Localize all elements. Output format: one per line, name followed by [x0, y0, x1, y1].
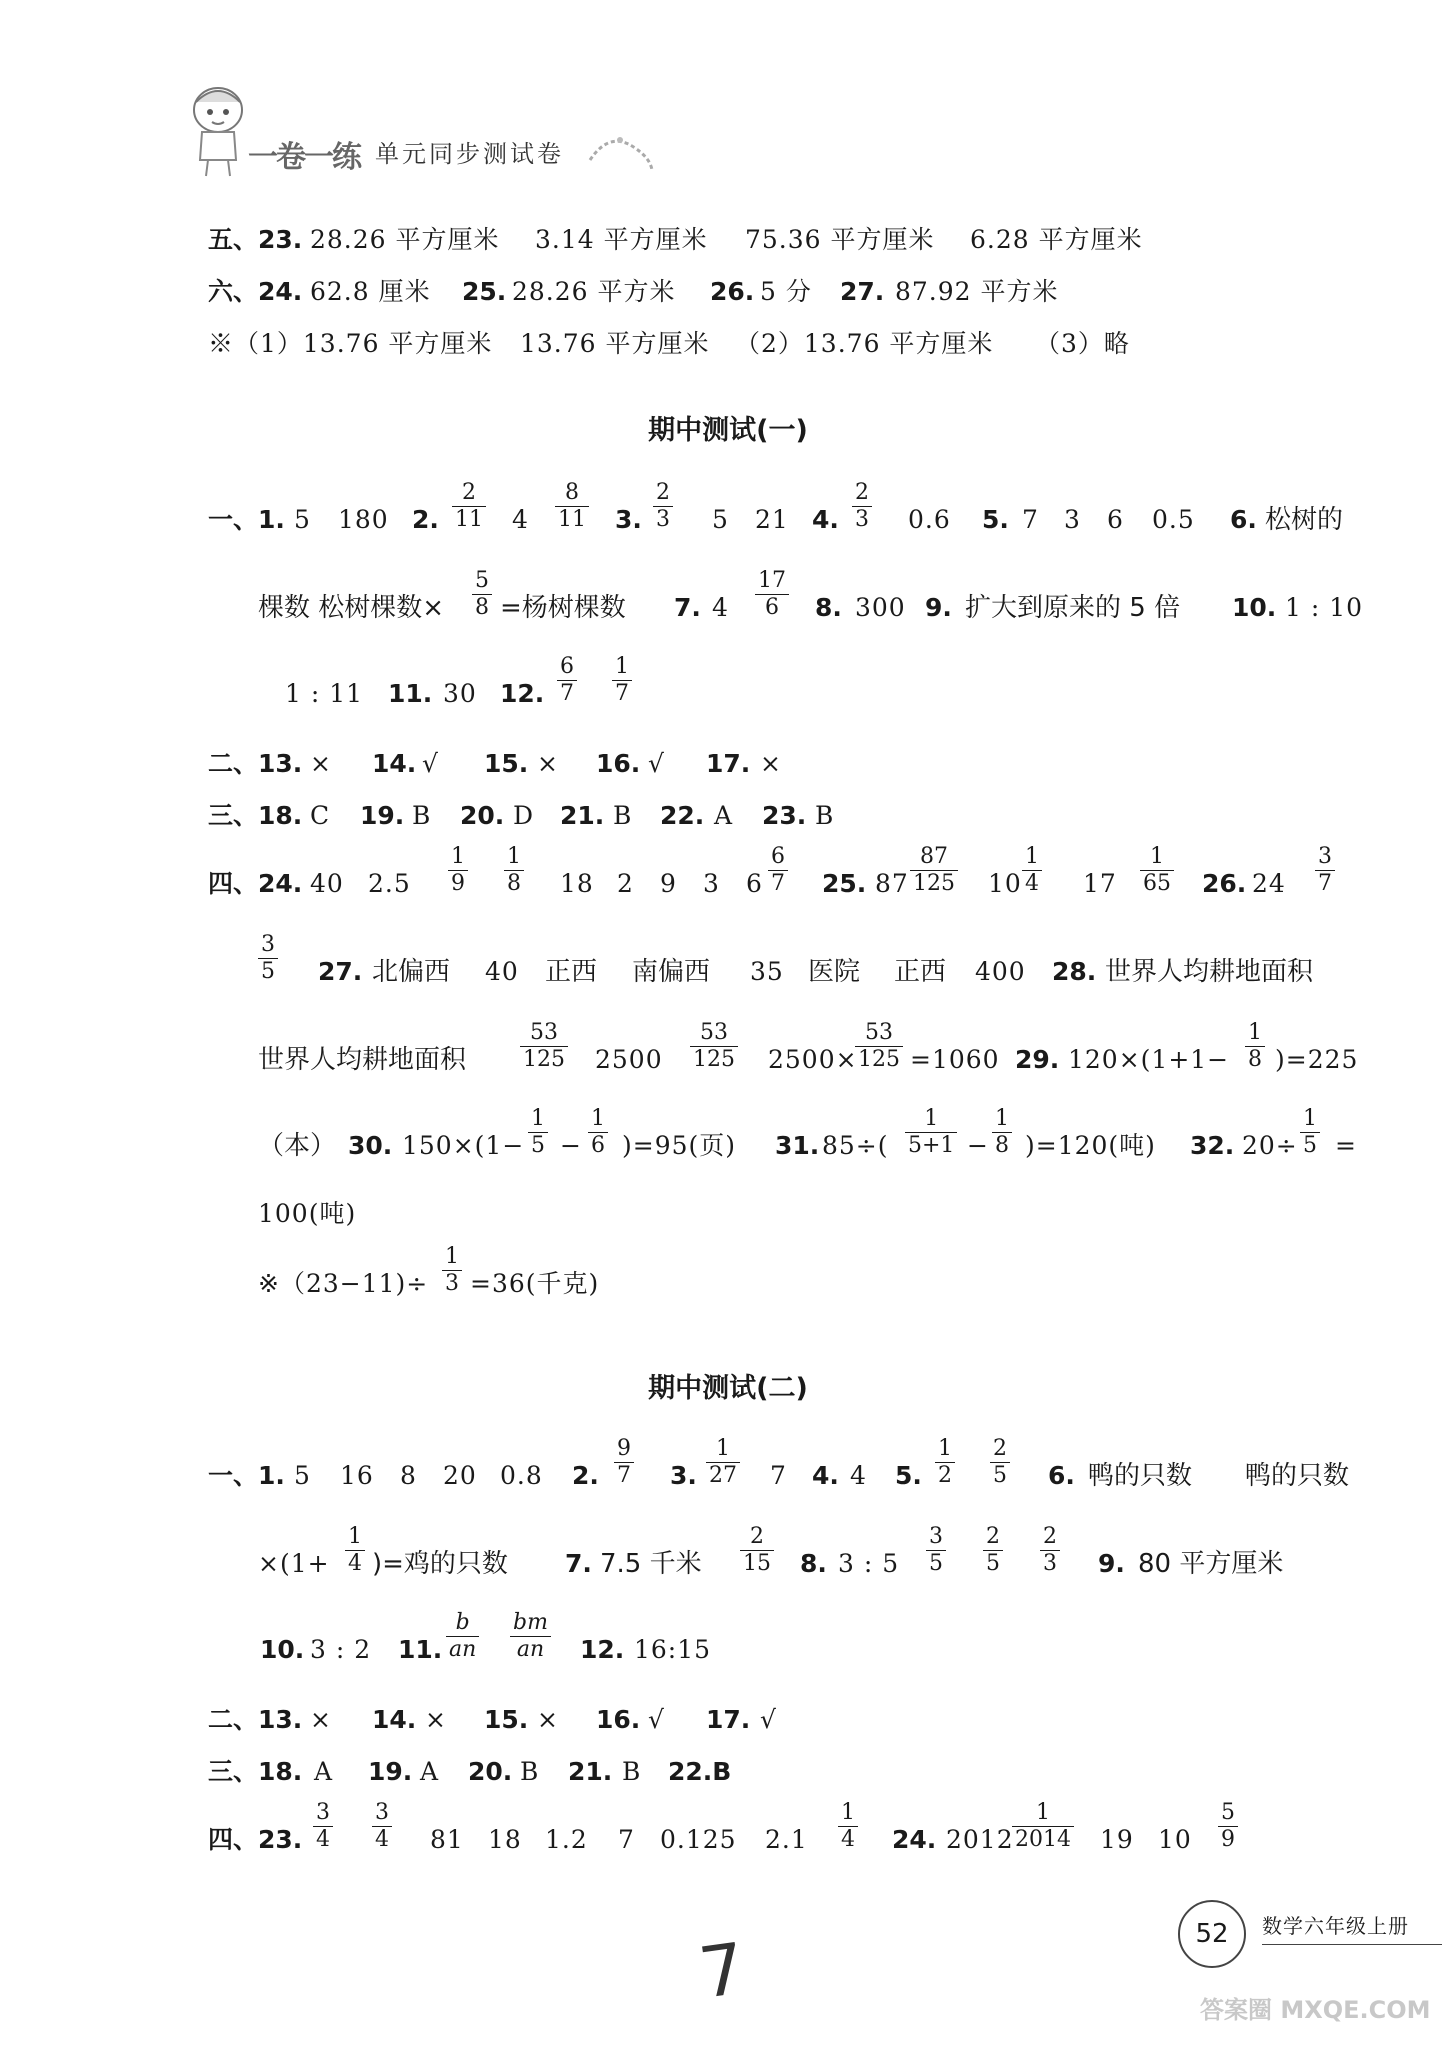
question-number: 21. [568, 1757, 613, 1786]
fraction: $\frac{1}{65}$ [1140, 844, 1174, 897]
question-number: 19. [368, 1757, 413, 1786]
fraction: $\frac{53}{125}$ [855, 1020, 903, 1073]
question-number: 四、23. [208, 1825, 303, 1854]
question-number: 16. [596, 1705, 641, 1734]
fraction: $\frac{1}{6}$ [588, 1106, 608, 1159]
question-number: 23. [762, 801, 807, 830]
question-number: 11. [398, 1635, 443, 1664]
answer-value: 3 [1064, 505, 1081, 534]
question-number: 14. [372, 1705, 417, 1734]
answer-value: ※（1）13.76 平方厘米 [208, 329, 493, 358]
answer-value: 7.5 千米 [600, 1549, 702, 1579]
page-number-badge [1178, 1900, 1246, 1968]
answer-value: 5 [294, 1461, 311, 1490]
answer-value: 400 [975, 957, 1026, 986]
fraction: $\frac{1}{5}$ [528, 1106, 548, 1159]
answer-value: 300 [855, 593, 906, 622]
fraction: $\frac{2}{11}$ [452, 480, 486, 533]
answer-value: 13.76 平方厘米 [520, 329, 710, 358]
answer-value: × [760, 749, 782, 778]
question-number: 4. [812, 505, 839, 534]
question-number: 8. [815, 593, 842, 622]
fraction: $\frac{1}{4}$ [345, 1524, 365, 1577]
answer-value: D [513, 801, 535, 830]
answer-value: × [537, 749, 559, 778]
answer-value: 4 [850, 1461, 867, 1490]
fraction: $\frac{2}{3}$ [653, 480, 673, 533]
fraction: $\frac{3}{5}$ [926, 1524, 946, 1577]
question-number: 32. [1190, 1131, 1235, 1160]
answer-value: 20÷ [1242, 1131, 1298, 1160]
answer-value: =36(千克) [470, 1269, 600, 1298]
answer-value: 18 [560, 869, 594, 898]
answer-value: 62.8 厘米 [310, 277, 431, 306]
book-title: 数学六年级上册 [1262, 1914, 1409, 1938]
answer-value: 40 [485, 957, 519, 986]
question-number: 10. [1232, 593, 1277, 622]
fraction: $\frac{1}{5+1}$ [905, 1106, 957, 1159]
answer-value: 20 [443, 1461, 477, 1490]
answer-value: B [412, 801, 432, 830]
answer-value: B [613, 801, 633, 830]
fraction: $\frac{2}{5}$ [990, 1436, 1010, 1489]
question-number: 12. [580, 1635, 625, 1664]
answer-value: )=鸡的只数 [372, 1549, 508, 1579]
answer-value: ×(1+ [258, 1549, 330, 1578]
question-number: 10. [260, 1635, 305, 1664]
answer-value: 2.1 [765, 1825, 808, 1854]
fraction: $\frac{5}{9}$ [1218, 1800, 1238, 1853]
question-number: 14. [372, 749, 417, 778]
question-number: 5. [982, 505, 1009, 534]
question-number: 19. [360, 801, 405, 830]
question-number: 15. [484, 749, 529, 778]
fraction: $\frac{1}{4}$ [1022, 844, 1042, 897]
answer-value: （2）13.76 平方厘米 [735, 329, 994, 358]
fraction: $\frac{5}{8}$ [472, 568, 492, 621]
answer-value: 1.2 [545, 1825, 588, 1854]
question-number: 四、24. [208, 869, 303, 898]
answer-value: 28.26 平方米 [512, 277, 676, 306]
answer-value: 80 平方厘米 [1138, 1549, 1284, 1579]
answer-value: 150×(1− [402, 1131, 525, 1160]
answer-value: )=225 [1275, 1045, 1359, 1074]
question-number: 4. [812, 1461, 839, 1490]
answer-value: 19 [1100, 1825, 1134, 1854]
answer-value: 0.6 [908, 505, 951, 534]
answer-value: 0.8 [500, 1461, 543, 1490]
handwritten-mark: 7 [694, 1927, 751, 2015]
answer-value: − [967, 1131, 989, 1160]
question-number: 9. [925, 593, 952, 622]
fraction: $\frac{3}{5}$ [258, 932, 278, 985]
answer-value: 5 分 [760, 277, 812, 306]
answer-value: 7 [1022, 505, 1039, 534]
question-number: 3. [670, 1461, 697, 1490]
answer-value: − [560, 1131, 582, 1160]
answer-value: 正西 [894, 957, 947, 987]
question-number: 12. [500, 679, 545, 708]
answer-value: 18 [488, 1825, 522, 1854]
fraction: $\frac{2}{3}$ [1040, 1524, 1060, 1577]
question-number: 30. [348, 1131, 393, 1160]
answer-value: = [1335, 1131, 1357, 1160]
answer-value: 扩大到原来的 5 倍 [965, 593, 1181, 623]
answer-value: 35 [750, 957, 784, 986]
fraction: $\frac{3}{4}$ [313, 1800, 333, 1853]
answer-value: 40 [310, 869, 344, 898]
answer-value: 3 : 2 [310, 1635, 372, 1664]
fraction: $\frac{9}{7}$ [614, 1436, 634, 1489]
fraction: $\frac{6}{7}$ [768, 844, 788, 897]
answer-value: 6 [746, 869, 763, 898]
question-number: 15. [484, 1705, 529, 1734]
fraction: $\frac{1}{4}$ [838, 1800, 858, 1853]
question-number: 三、18. [208, 1757, 303, 1786]
question-number: 27. [318, 957, 363, 986]
fraction: $\frac{1}{8}$ [1245, 1020, 1265, 1073]
answer-value: 南偏西 [632, 957, 711, 987]
fraction: $\frac{bm}{an}$ [510, 1610, 551, 1663]
answer-value: 世界人均耕地面积 [258, 1045, 467, 1075]
answer-value: A [314, 1757, 334, 1786]
question-number: 28. [1052, 957, 1097, 986]
answer-value: 世界人均耕地面积 [1105, 957, 1314, 987]
question-number: 21. [560, 801, 605, 830]
answer-value: 9 [660, 869, 677, 898]
answer-value: B [520, 1757, 540, 1786]
question-number: 26. [710, 277, 755, 306]
answer-value: 鸭的只数 [1245, 1461, 1350, 1491]
header [180, 80, 680, 190]
answer-value: 2500× [768, 1045, 858, 1074]
section-title: 期中测试(二) [648, 1373, 808, 1404]
fraction: $\frac{2}{15}$ [740, 1524, 774, 1577]
question-number: 3. [615, 505, 642, 534]
fraction: $\frac{87}{125}$ [910, 844, 958, 897]
answer-value: 2012 [946, 1825, 1014, 1854]
question-number: 五、23. [208, 225, 303, 254]
question-number: 一、1. [208, 1461, 285, 1490]
answer-value: B [622, 1757, 642, 1786]
fraction: $\frac{17}{6}$ [755, 568, 789, 621]
answer-value: 85÷( [822, 1131, 889, 1160]
answer-value: 北偏西 [372, 957, 451, 987]
answer-value: 医院 [808, 957, 861, 987]
answer-value: 棵数 松树棵数× [258, 593, 445, 623]
question-number: 7. [565, 1549, 592, 1578]
answer-value: 10 [988, 869, 1022, 898]
answer-value: =1060 [910, 1045, 1000, 1074]
answer-value: 75.36 平方厘米 [745, 225, 935, 254]
answer-value: （3）略 [1035, 329, 1130, 358]
question-number: 二、13. [208, 749, 303, 778]
answer-value: × [310, 749, 332, 778]
fraction: $\frac{1}{9}$ [448, 844, 468, 897]
question-number: 16. [596, 749, 641, 778]
answer-value: 30 [443, 679, 477, 708]
answer-value: B [815, 801, 835, 830]
answer-value: A [714, 801, 734, 830]
answer-value: 1 : 11 [285, 679, 364, 708]
answer-value: 17 [1083, 869, 1117, 898]
fraction: $\frac{1}{5}$ [1300, 1106, 1320, 1159]
question-number: 2. [572, 1461, 599, 1490]
answer-value: （本） [258, 1131, 337, 1161]
fraction: $\frac{53}{125}$ [690, 1020, 738, 1073]
question-number: 22. [660, 801, 705, 830]
question-number: 六、24. [208, 277, 303, 306]
answer-value: × [425, 1705, 447, 1734]
watermark: 答案圈 MXQE.COM [1200, 1996, 1431, 2024]
answer-value: 1 : 10 [1285, 593, 1364, 622]
fraction: $\frac{3}{7}$ [1315, 844, 1335, 897]
answer-value: 4 [512, 505, 529, 534]
answer-value: 3 [703, 869, 720, 898]
fraction: $\frac{2}{3}$ [852, 480, 872, 533]
question-number: 20. [468, 1757, 513, 1786]
answer-value: 3 : 5 [838, 1549, 900, 1578]
answer-value: 4 [712, 593, 729, 622]
fraction: $\frac{8}{11}$ [555, 480, 589, 533]
decoration-icon [580, 120, 660, 180]
answer-value: ※（23−11)÷ [258, 1269, 429, 1298]
fraction: $\frac{1}{7}$ [612, 654, 632, 707]
answer-value: =杨树棵数 [500, 593, 626, 623]
fraction: $\frac{2}{5}$ [983, 1524, 1003, 1577]
fraction: $\frac{1}{8}$ [504, 844, 524, 897]
answer-value: 28.26 平方厘米 [310, 225, 500, 254]
answer-value: √ [422, 749, 439, 778]
fraction: $\frac{1}{3}$ [442, 1244, 462, 1297]
answer-value: √ [648, 1705, 665, 1734]
fraction: $\frac{b}{an}$ [446, 1610, 479, 1663]
fraction: $\frac{1}{27}$ [706, 1436, 740, 1489]
header-subtitle: 单元同步测试卷 [375, 140, 564, 168]
answer-value: × [537, 1705, 559, 1734]
question-number: 7. [674, 593, 701, 622]
fraction: $\frac{1}{2}$ [935, 1436, 955, 1489]
answer-value: 180 [338, 505, 389, 534]
answer-value: 5 [712, 505, 729, 534]
question-number: 2. [412, 505, 439, 534]
answer-value: 5 [294, 505, 311, 534]
answer-value: 2.5 [368, 869, 411, 898]
answer-value: C [310, 801, 331, 830]
answer-value: 0.125 [660, 1825, 737, 1854]
question-number: 11. [388, 679, 433, 708]
answer-value: 21 [755, 505, 789, 534]
answer-value: 3.14 平方厘米 [535, 225, 708, 254]
answer-value: 2 [617, 869, 634, 898]
answer-value: 7 [770, 1461, 787, 1490]
question-number: 22.B [668, 1757, 732, 1786]
answer-value: 10 [1158, 1825, 1192, 1854]
answer-value: √ [760, 1705, 777, 1734]
answer-value: 鸭的只数 [1088, 1461, 1193, 1491]
fraction: $\frac{1}{8}$ [992, 1106, 1012, 1159]
question-number: 31. [775, 1131, 820, 1160]
answer-value: 81 [430, 1825, 464, 1854]
fraction: $\frac{6}{7}$ [557, 654, 577, 707]
question-number: 25. [822, 869, 867, 898]
answer-value: 120×(1+1− [1068, 1045, 1230, 1074]
brand-logo: 一卷一练 [248, 140, 360, 175]
question-number: 27. [840, 277, 885, 306]
answer-value: 0.5 [1152, 505, 1195, 534]
answer-value: A [420, 1757, 440, 1786]
answer-value: 16 [340, 1461, 374, 1490]
question-number: 24. [892, 1825, 937, 1854]
fraction: $\frac{3}{4}$ [372, 1800, 392, 1853]
footer-rule [1262, 1944, 1442, 1945]
answer-value: 7 [618, 1825, 635, 1854]
answer-value: √ [648, 749, 665, 778]
answer-value: 2500 [595, 1045, 663, 1074]
question-number: 5. [895, 1461, 922, 1490]
question-number: 6. [1048, 1461, 1075, 1490]
question-number: 17. [706, 1705, 751, 1734]
answer-value: × [310, 1705, 332, 1734]
question-number: 26. [1202, 869, 1247, 898]
question-number: 8. [800, 1549, 827, 1578]
question-number: 9. [1098, 1549, 1125, 1578]
answer-value: )=120(吨) [1025, 1131, 1156, 1160]
answer-value: 正西 [545, 957, 598, 987]
answer-value: 100(吨) [258, 1199, 357, 1228]
question-number: 17. [706, 749, 751, 778]
question-number: 29. [1015, 1045, 1060, 1074]
question-number: 20. [460, 801, 505, 830]
section-title: 期中测试(一) [648, 415, 808, 446]
answer-value: 87.92 平方米 [895, 277, 1059, 306]
answer-value: 16:15 [634, 1635, 712, 1664]
answer-value: 6.28 平方厘米 [970, 225, 1143, 254]
question-number: 一、1. [208, 505, 285, 534]
question-number: 25. [462, 277, 507, 306]
answer-value: 6 [1107, 505, 1124, 534]
answer-value: 8 [400, 1461, 417, 1490]
answer-value: )=95(页) [622, 1131, 737, 1160]
fraction: $\frac{1}{2014}$ [1012, 1800, 1074, 1853]
question-number: 6. [1230, 505, 1257, 534]
page-number: 52 [1195, 1919, 1229, 1949]
fraction: $\frac{53}{125}$ [520, 1020, 568, 1073]
answer-value: 松树的 [1265, 505, 1344, 535]
answer-value: 87 [875, 869, 909, 898]
question-number: 二、13. [208, 1705, 303, 1734]
question-number: 三、18. [208, 801, 303, 830]
answer-value: 24 [1252, 869, 1286, 898]
